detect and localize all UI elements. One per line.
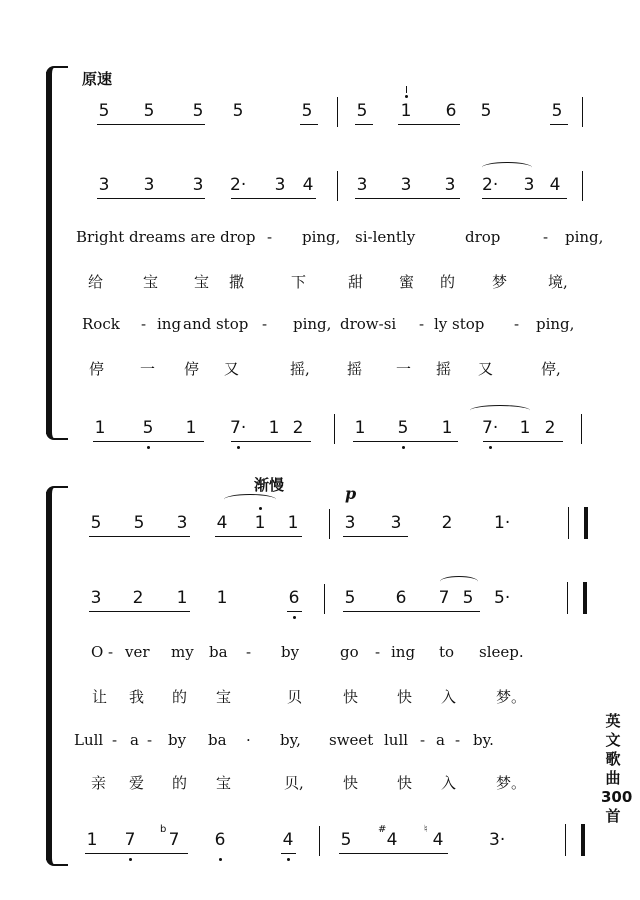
lyric-word: ping, — [302, 228, 341, 246]
note: 1 — [86, 830, 98, 850]
low-octave-dot — [219, 858, 222, 861]
lyric-word: Lull — [74, 731, 104, 749]
bracket-hook-top — [46, 486, 68, 498]
note: 1 — [519, 418, 531, 438]
lyric-en-2-2 — [0, 725, 640, 761]
tempo-marking: 原速 — [82, 70, 113, 88]
high-octave-dot — [405, 95, 408, 98]
side-label-char: 英 — [605, 712, 621, 730]
note: 5· — [494, 588, 511, 608]
lyric-word: ing — [391, 643, 416, 661]
barline — [582, 97, 583, 127]
beam-underline — [482, 198, 567, 199]
lyric-word: 梦 — [492, 273, 508, 291]
note: 5 — [90, 513, 102, 533]
lyric-word: ba — [208, 731, 227, 749]
note: 5 — [232, 101, 244, 121]
lyric-cn-1-1 — [0, 265, 640, 301]
lyric-word: 贝, — [284, 774, 304, 792]
lyric-word: - — [246, 643, 252, 661]
side-label-char: 歌 — [605, 750, 621, 768]
bracket-bar — [46, 72, 52, 434]
melody-line-1-1 — [0, 93, 640, 133]
lyric-word: Bright dreams are drop — [76, 228, 256, 246]
note: 4 — [549, 175, 561, 195]
lyric-word: 一 — [396, 360, 412, 378]
lyric-word: ping, — [536, 315, 575, 333]
lyric-word: ping, — [565, 228, 604, 246]
lyric-cn-2-2 — [0, 766, 640, 802]
note: 7 — [438, 588, 450, 608]
barline — [334, 414, 335, 444]
lyric-word: - — [543, 228, 549, 246]
note: 2· — [230, 175, 247, 195]
lyric-word: 快 — [343, 688, 359, 706]
low-octave-dot — [402, 446, 405, 449]
note: 3 — [523, 175, 535, 195]
note: 6 — [445, 101, 457, 121]
side-label-char: 300 — [601, 788, 633, 806]
note: 2 — [544, 418, 556, 438]
lyric-word: 贝 — [287, 688, 303, 706]
note: 5 — [397, 418, 409, 438]
note: 3 — [400, 175, 412, 195]
note: 4 — [282, 830, 294, 850]
lyric-word: 宝 — [216, 688, 232, 706]
note: 2· — [482, 175, 499, 195]
side-label-char: 文 — [605, 731, 621, 749]
lyric-word: 又 — [224, 360, 240, 378]
lyric-word: a — [436, 731, 445, 749]
lyric-en-1-1 — [0, 222, 640, 258]
lyric-word: 摇 — [436, 360, 452, 378]
lyric-word: 梦。 — [496, 688, 527, 706]
note: 2 — [132, 588, 144, 608]
note: 5 — [192, 101, 204, 121]
note: 1 — [94, 418, 106, 438]
lyric-word: 的 — [440, 273, 456, 291]
note: 7 — [168, 830, 180, 850]
lyric-word: 快 — [397, 688, 413, 706]
note: 3 — [344, 513, 356, 533]
note: 5 — [340, 830, 352, 850]
lyric-word: 给 — [88, 273, 104, 291]
note: 6 — [288, 588, 300, 608]
lyric-word: - — [147, 731, 153, 749]
note: 1 — [287, 513, 299, 533]
note: 7· — [230, 418, 247, 438]
lyric-word: ping, — [293, 315, 332, 333]
tie-slur — [482, 162, 532, 173]
lyric-word: 又 — [478, 360, 494, 378]
lyric-cn-2-1 — [0, 680, 640, 716]
lyric-en-2-1 — [0, 637, 640, 673]
note: 4 — [216, 513, 228, 533]
side-label-char: 首 — [605, 807, 621, 825]
note: 1 — [400, 101, 412, 121]
lyric-en-1-2 — [0, 309, 640, 345]
lyric-word: by, — [280, 731, 301, 749]
accidental-mark: # — [378, 824, 387, 835]
note: 3 — [356, 175, 368, 195]
lyric-word: a — [130, 731, 139, 749]
note: 1 — [268, 418, 280, 438]
bracket-hook-bottom — [46, 428, 68, 440]
bracket-hook-bottom — [46, 854, 68, 866]
beam-underline — [85, 853, 188, 854]
lyric-word: lull — [384, 731, 409, 749]
note: 5 — [344, 588, 356, 608]
lyric-word: · — [246, 731, 251, 749]
lyric-word: 宝 — [194, 273, 210, 291]
lyric-word: drop — [465, 228, 501, 246]
bass-line-1 — [0, 410, 640, 450]
lyric-word: - — [419, 315, 425, 333]
beam-underline — [550, 124, 568, 125]
barline — [324, 584, 325, 614]
melody-line-2-2 — [0, 580, 640, 620]
lyric-word: 的 — [172, 688, 188, 706]
system-bracket — [46, 492, 58, 860]
melody-line-1-2 — [0, 167, 640, 207]
final-barline-thick — [583, 582, 587, 614]
side-label-char: 曲 — [605, 769, 621, 787]
lyric-word: ly stop — [434, 315, 485, 333]
beam-underline — [300, 124, 318, 125]
lyric-word: - — [262, 315, 268, 333]
lyric-word: 停 — [89, 360, 105, 378]
beam-underline — [287, 611, 302, 612]
lyric-word: 停 — [184, 360, 200, 378]
beam-underline — [215, 536, 302, 537]
lyric-word: ing — [157, 315, 182, 333]
lyric-word: - — [420, 731, 426, 749]
lyric-word: drow-si — [340, 315, 397, 333]
lyric-word: 撒 — [229, 273, 245, 291]
low-octave-dot — [293, 616, 296, 619]
lyric-word: and stop — [183, 315, 249, 333]
beam-underline — [437, 611, 480, 612]
lyric-word: 摇 — [347, 360, 363, 378]
lyric-word: sleep. — [479, 643, 524, 661]
lyric-word: Rock — [82, 315, 120, 333]
low-octave-dot — [129, 858, 132, 861]
lyric-word: 境, — [548, 273, 568, 291]
note: 2 — [292, 418, 304, 438]
note: 5 — [142, 418, 154, 438]
accidental-mark: b — [160, 824, 167, 835]
note: 5 — [143, 101, 155, 121]
note: 1 — [354, 418, 366, 438]
dynamic-marking: p — [345, 484, 357, 503]
note: 3 — [274, 175, 286, 195]
lyric-word: ba — [209, 643, 228, 661]
low-octave-dot — [147, 446, 150, 449]
beam-underline — [398, 124, 460, 125]
bracket-hook-top — [46, 66, 68, 78]
lyric-word: 梦。 — [496, 774, 527, 792]
beam-underline — [483, 441, 563, 442]
lyric-word: 甜 — [348, 273, 364, 291]
beam-underline — [89, 611, 190, 612]
lyric-word: 我 — [129, 688, 145, 706]
beam-underline — [353, 441, 458, 442]
note: 5 — [133, 513, 145, 533]
note: 5 — [301, 101, 313, 121]
lyric-word: 快 — [343, 774, 359, 792]
melody-line-2-1 — [0, 505, 640, 545]
barline — [329, 509, 330, 539]
lyric-word: to — [439, 643, 455, 661]
note: 4 — [302, 175, 314, 195]
note: 7 — [124, 830, 136, 850]
side-book-label — [601, 712, 633, 826]
beam-underline — [231, 198, 316, 199]
tie-slur — [440, 576, 478, 587]
note: 5 — [356, 101, 368, 121]
lyric-word: by — [281, 643, 300, 661]
low-octave-dot — [287, 858, 290, 861]
beam-underline — [93, 441, 204, 442]
note: 3· — [489, 830, 506, 850]
final-barline-thick — [581, 824, 585, 856]
lyric-word: my — [171, 643, 194, 661]
note: 5 — [462, 588, 474, 608]
barline — [582, 171, 583, 201]
lyric-word: 宝 — [216, 774, 232, 792]
note: 6 — [395, 588, 407, 608]
note: 3 — [98, 175, 110, 195]
lyric-word: by. — [473, 731, 494, 749]
note: 5 — [551, 101, 563, 121]
low-octave-dot — [489, 446, 492, 449]
barline — [581, 414, 582, 444]
note: 7· — [482, 418, 499, 438]
beam-underline — [231, 441, 311, 442]
lyric-word: 的 — [172, 774, 188, 792]
note: 1 — [216, 588, 228, 608]
beam-underline — [343, 536, 408, 537]
lyric-word: si-lently — [355, 228, 416, 246]
lyric-word: - — [375, 643, 381, 661]
note: 3 — [143, 175, 155, 195]
beam-underline — [97, 198, 205, 199]
tie-slur — [470, 405, 530, 416]
note: 3 — [390, 513, 402, 533]
lyric-word: 下 — [291, 273, 307, 291]
high-octave-dot — [259, 507, 262, 510]
final-barline-thin — [568, 507, 569, 539]
note: 1· — [494, 513, 511, 533]
lyric-word: sweet — [329, 731, 374, 749]
note: 6 — [214, 830, 226, 850]
lyric-word: by — [168, 731, 187, 749]
lyric-word: 爱 — [129, 774, 145, 792]
note: 5 — [98, 101, 110, 121]
lyric-word: - — [514, 315, 520, 333]
lyric-word: 亲 — [91, 774, 107, 792]
lyric-word: 停, — [541, 360, 561, 378]
note: 2 — [441, 513, 453, 533]
note: 1 — [441, 418, 453, 438]
lyric-word: - — [455, 731, 461, 749]
lyric-word: 快 — [397, 774, 413, 792]
lyric-word: ver — [125, 643, 150, 661]
lyric-word: - — [112, 731, 118, 749]
final-barline-thin — [565, 824, 566, 856]
lyric-word: 入 — [441, 688, 457, 706]
note: 4 — [386, 830, 398, 850]
tempo-marking: 渐慢 — [254, 476, 285, 494]
beam-underline — [355, 198, 460, 199]
beam-underline — [97, 124, 205, 125]
lyric-word: 宝 — [143, 273, 159, 291]
bracket-bar — [46, 492, 52, 860]
accidental-mark: ♮ — [424, 824, 428, 835]
note: 4 — [432, 830, 444, 850]
note: 1 — [254, 513, 266, 533]
note: 3 — [90, 588, 102, 608]
tie-slur — [224, 494, 276, 505]
bass-line-2 — [0, 822, 640, 862]
note: 3 — [176, 513, 188, 533]
final-barline-thin — [567, 582, 568, 614]
lyric-word: - — [141, 315, 147, 333]
lyric-word: 一 — [140, 360, 156, 378]
note: 3 — [192, 175, 204, 195]
lyric-word: - — [267, 228, 273, 246]
lyric-word: go — [340, 643, 359, 661]
high-octave-mark — [406, 86, 407, 93]
lyric-word: 入 — [441, 774, 457, 792]
lyric-word: - — [108, 643, 114, 661]
note: 1 — [176, 588, 188, 608]
note: 1 — [185, 418, 197, 438]
lyric-word: 摇, — [290, 360, 310, 378]
beam-underline — [355, 124, 373, 125]
beam-underline — [89, 536, 190, 537]
lyric-word: 让 — [92, 688, 108, 706]
note: 3 — [444, 175, 456, 195]
lyric-word: 蜜 — [399, 273, 415, 291]
lyric-word: O — [91, 643, 104, 661]
barline — [337, 97, 338, 127]
beam-underline — [339, 853, 448, 854]
barline — [337, 171, 338, 201]
lyric-cn-1-2 — [0, 352, 640, 388]
low-octave-dot — [237, 446, 240, 449]
final-barline-thick — [584, 507, 588, 539]
barline — [319, 826, 320, 856]
system-bracket — [46, 72, 58, 434]
beam-underline — [281, 853, 296, 854]
note: 5 — [480, 101, 492, 121]
